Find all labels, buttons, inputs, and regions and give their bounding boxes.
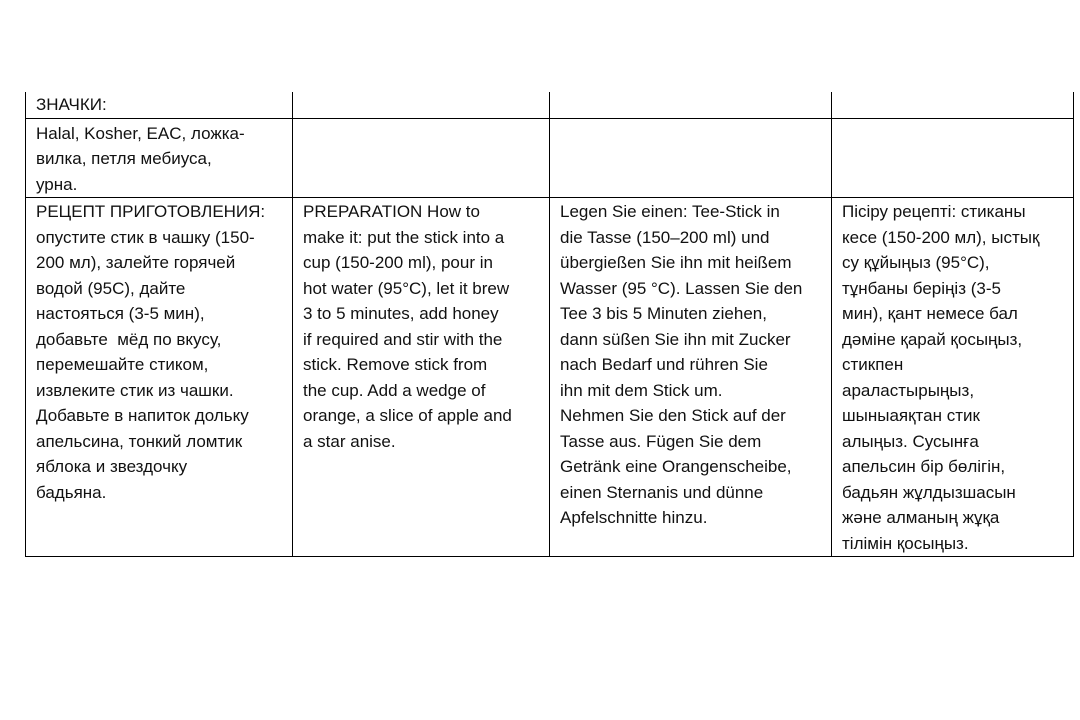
cell-badges-label: ЗНАЧКИ: bbox=[26, 92, 293, 118]
cell-empty bbox=[550, 92, 832, 118]
cell-recipe-russian: РЕЦЕПТ ПРИГОТОВЛЕНИЯ: опустите стик в чашку (150- 200 мл), залейте горячей водой (95С), дайте настояться (3-5 мин), добавьте мёд по вкусу, перемешайте стиком, извлеките стик из чашки. Добавьте в напиток дольку апельсина, тонкий ломтик яблока и звездочку бадьяна. bbox=[26, 198, 293, 557]
table-row-badges-list bbox=[26, 118, 1074, 198]
document-table bbox=[25, 92, 1074, 557]
cell-empty bbox=[832, 92, 1074, 118]
cell-empty bbox=[832, 118, 1074, 198]
cell-recipe-german: Legen Sie einen: Tee-Stick in die Tasse (150–200 ml) und übergießen Sie ihn mit heißem Wasser (95 °C). Lassen Sie den Tee 3 bis 5 Minuten ziehen, dann süßen Sie ihn mit Zucker nach Bedarf und rühren Sie ihn mit dem Stick um. Nehmen Sie den Stick auf der Tasse aus. Fügen Sie dem Getränk eine Orangenscheibe, einen Sternanis und dünne Apfelschnitte hinzu. bbox=[550, 198, 832, 557]
cell-recipe-kazakh: Пісіру рецепті: стиканы кесе (150-200 мл), ыстық су құйыңыз (95°C), тұнбаны беріңіз (3-5 мин), қант немесе бал дәміне қарай қосыңыз, стикпен араластырыңыз, шыныаяқтан стик алыңыз. Сусынға апельсин бір бөлігін, бадьян жұлдызшасын және алманың жұқа тілімін қосыңыз. bbox=[832, 198, 1074, 557]
table-row-recipe bbox=[26, 198, 1074, 557]
cell-empty bbox=[550, 118, 832, 198]
cell-empty bbox=[293, 92, 550, 118]
cell-recipe-english: PREPARATION How to make it: put the stick into a cup (150-200 ml), pour in hot water (95°C), let it brew 3 to 5 minutes, add honey if required and stir with the stick. Remove stick from the cup. Add a wedge of orange, a slice of apple and a star anise. bbox=[293, 198, 550, 557]
table-row-badges-header bbox=[26, 92, 1074, 118]
cell-badges-list: Halal, Kosher, EAC, ложка- вилка, петля мебиуса, урна. bbox=[26, 118, 293, 198]
cell-empty bbox=[293, 118, 550, 198]
